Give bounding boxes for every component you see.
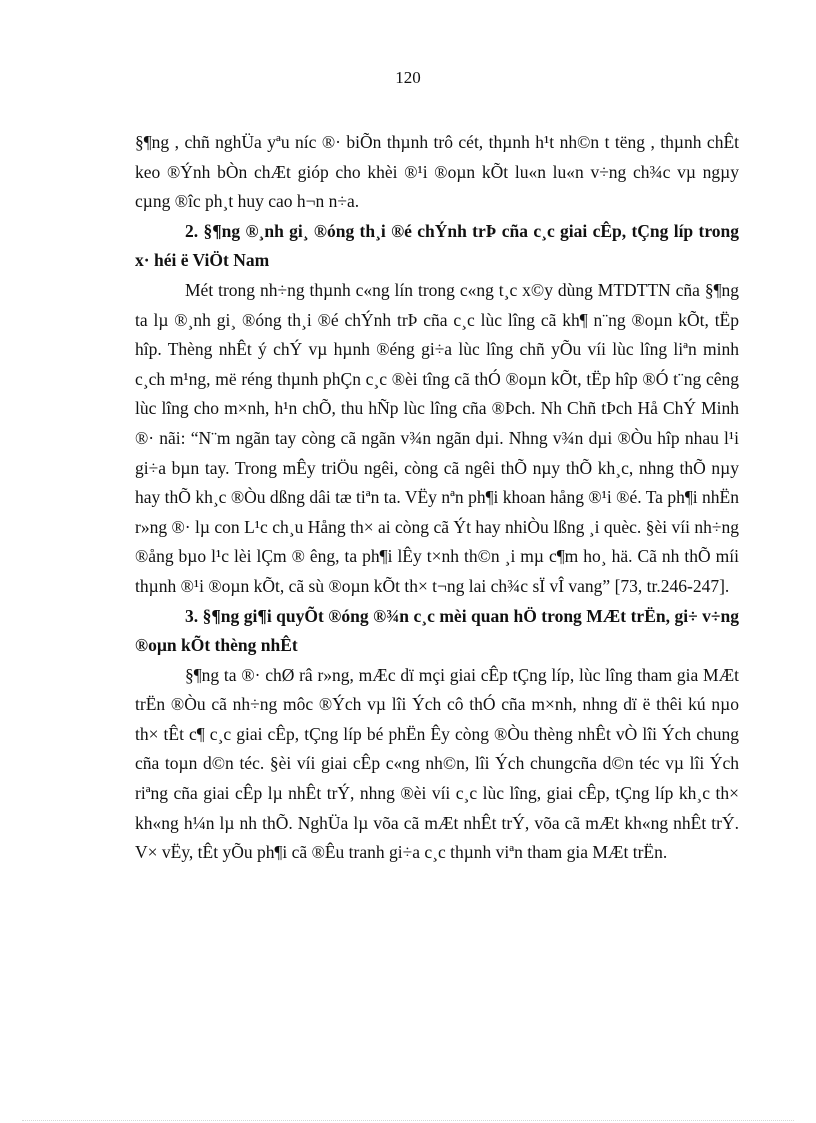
section-heading-2: 2. §¶ng ®¸nh gi¸ ®óng th¸i ®é chÝnh trÞ cña c¸c giai cÊp, tÇng líp trong x· héi ë ViÖt Nam: [135, 220, 739, 271]
page-number: 120: [395, 68, 421, 87]
paragraph-intro: §¶ng , chñ nghÜa yªu níc ®· biÕn thµnh trô cét, thµnh h¹t nh©n t tëng , thµnh chÊt keo ®Ýnh bÒn chÆt gióp cho khèi ®¹i ®oµn kÕt lu«n lu«n v÷ng ch¾c vµ ngµy cµng ®îc ph¸t huy cao h¬n n÷a.: [135, 132, 739, 212]
section-heading-3: 3. §¶ng gi¶i quyÕt ®óng ®¾n c¸c mèi quan hÖ trong MÆt trËn, gi÷ v÷ng ®oµn kÕt thèng nhÊt: [135, 605, 739, 656]
paragraph-section-3: §¶ng ta ®· chØ râ r»ng, mÆc dï mçi giai cÊp tÇng líp, lùc lîng tham gia MÆt trËn ®Òu cã nh÷ng môc ®Ých vµ lîi Ých cô thÓ cña m×nh, nhng dï ë thêi kú nµo th× tÊt c¶ c¸c giai cÊp, tÇng líp bé phËn Êy còng ®Òu thèng nhÊt vÒ lîi Ých chung cña toµn d©n téc. §èi víi giai cÊp c«ng nh©n, lîi Ých chungcña d©n téc vµ lîi Ých riªng cña giai cÊp lµ nhÊt trÝ, nhng ®èi víi c¸c lùc lîng, giai cÊp, tÇng líp kh¸c th× kh«ng h¼n lµ nh thÕ. NghÜa lµ võa cã mÆt nhÊt trÝ, võa cã mÆt kh«ng nhÊt trÝ. V× vËy, tÊt yÕu ph¶i cã ®Êu tranh gi÷a c¸c thµnh viªn tham gia MÆt trËn.: [135, 664, 739, 863]
page-bottom-border: [22, 1120, 794, 1121]
paragraph-section-2: Mét trong nh÷ng thµnh c«ng lín trong c«ng t¸c x©y dùng MTDTTN cña §¶ng ta lµ ®¸nh gi¸ ®óng th¸i ®é chÝnh trÞ cña c¸c lùc lîng cã kh¶ n¨ng ®oµn kÕt, tËp hîp. Thèng nhÊt ý chÝ vµ hµnh ®éng gi÷a lùc lîng chñ yÕu víi lùc lîng liªn minh c¸ch m¹ng, më réng thµnh phÇn c¸c ®èi tîng cã thÓ ®oµn kÕt, tËp hîp ®Ó t¨ng cêng lùc lîng cho m×nh, h¹n chÕ, thu hÑp lùc lîng cña ®Þch. Nh Chñ tÞch Hå ChÝ Minh ®· nãi: “N¨m ngãn tay còng cã ngãn v¾n ngãn dµi. Nhng v¾n dµi ®Òu hîp nhau l¹i gi÷a bµn tay. Trong mÊy triÖu ngêi, còng cã ngêi thÕ nµy thÕ kh¸c, nhng thÕ nµy hay thÕ kh¸c ®Òu dßng dâi tæ tiªn ta. VËy nªn ph¶i khoan hång ®¹i ®é. Ta ph¶i nhËn r»ng ®· lµ con L¹c ch¸u Hång th× ai còng cã Ýt hay nhiÒu lßng ¸i quèc. §èi víi nh÷ng ®ång bµo l¹c lèi lÇm ® êng, ta ph¶i lÊy t×nh th©n ¸i mµ c¶m ho¸ hä. Cã nh thÕ míi thµnh ®¹i ®oµn kÕt, cã sù ®oµn kÕt th× t¬ng lai ch¾c sÏ vÎ vang” [73, tr.246-247].: [135, 279, 739, 596]
page-body: [135, 128, 739, 868]
